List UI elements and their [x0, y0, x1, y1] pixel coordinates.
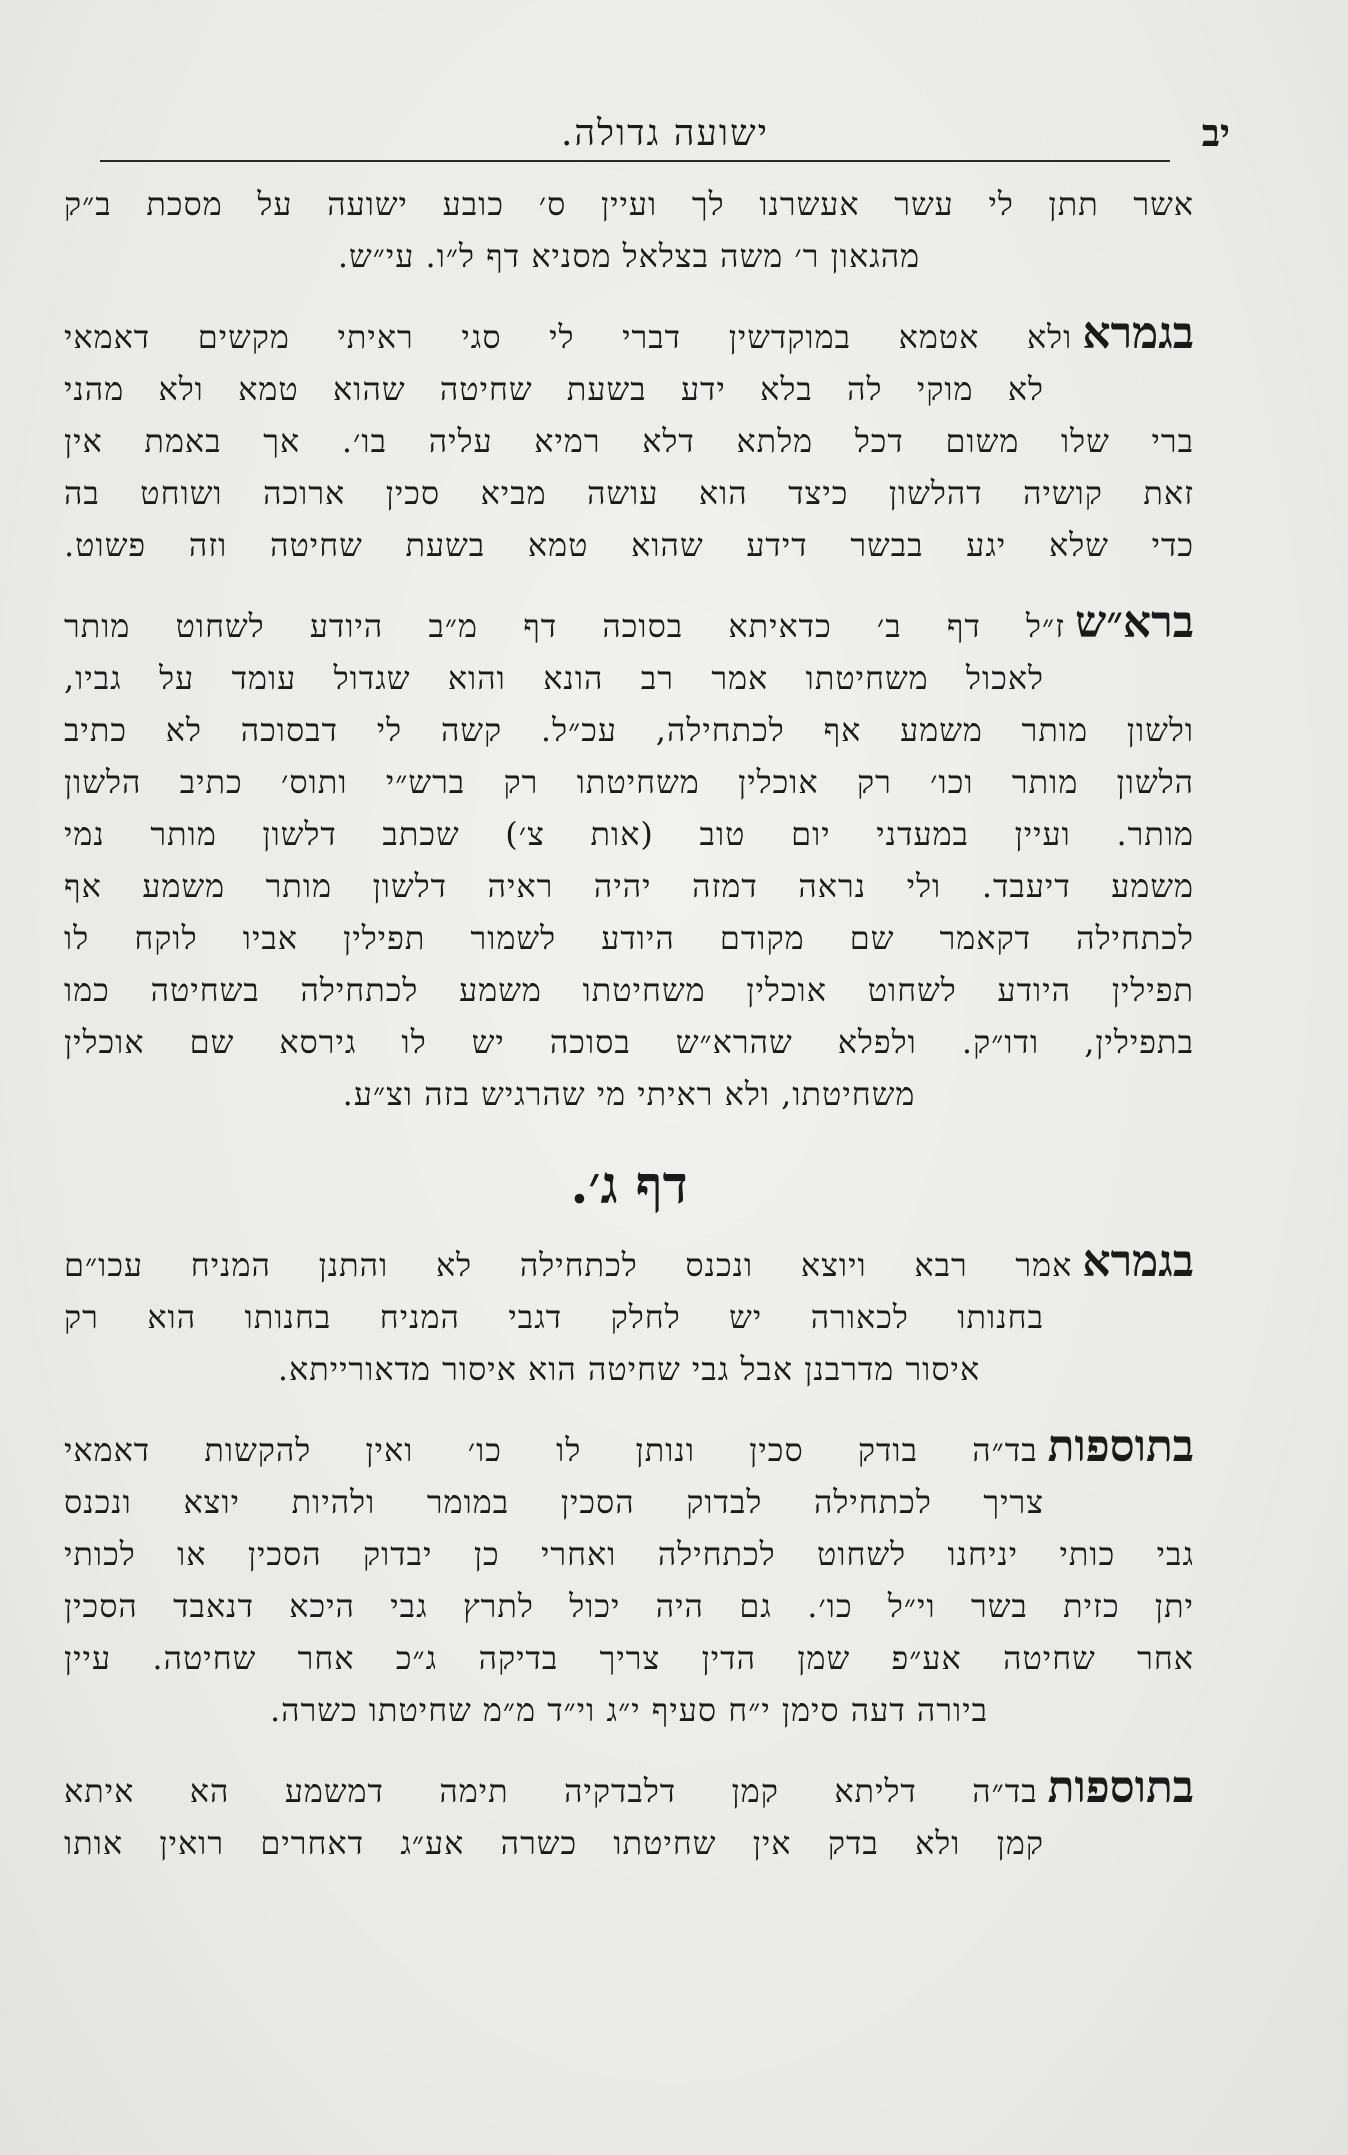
text-line: מהגאון ר׳ משה בצלאל מסניא דף ל״ו. עי״ש. — [337, 237, 921, 275]
section-title: דף ג׳. — [570, 1155, 688, 1216]
text-line: הלשון מותר וכו׳ רק אוכלין משחיטתו רק ברש״י ותוס׳ כתיב הלשון — [64, 763, 1194, 801]
lead-word: ברא״ש — [1075, 597, 1194, 648]
text-line: ברי שלו משום דכל מלתא דלא רמיא עליה בו׳. אך באמת אין — [64, 422, 1194, 460]
page-number: יב — [1201, 110, 1230, 155]
body-text — [64, 178, 1194, 1895]
text-run: ז״ל דף ב׳ כדאיתא בסוכה דף מ״ב היודע לשחוט מותר — [64, 607, 1066, 645]
text-line: תפילין היודע לשחוט אוכלין משחיטתו משמע לכתחילה בשחיטה כמו — [64, 971, 1194, 1009]
paragraph — [64, 1236, 1194, 1395]
text-line: זאת קושיה דהלשון כיצד הוא עושה מביא סכין ארוכה ושוחט בה — [64, 474, 1194, 512]
text-line: לכתחילה דקאמר שם מקודם היודע לשמור תפילין אביו לוקח לו — [64, 919, 1194, 957]
text-line: משמע דיעבד. ולי נראה דמזה יהיה ראיה דלשון מותר משמע אף — [64, 867, 1194, 905]
text-line — [64, 1421, 1194, 1476]
text-line: מותר. ועיין במעדני יום טוב (אות צ׳) שכתב דלשון מותר נמי — [64, 815, 1194, 853]
text-line: לאכול משחיטתו אמר רב הונא והוא שגדול עומד על גביו, — [64, 659, 1044, 697]
text-run: ולא אטמא במוקדשין דברי לי סגי ראיתי מקשים דאמאי — [64, 318, 1073, 356]
text-line: איסור מדרבנן אבל גבי שחיטה הוא איסור מדאורייתא. — [277, 1350, 981, 1388]
text-line: קמן ולא בדק אין שחיטתו כשרה אע״ג דאחרים רואין אותו — [64, 1824, 1045, 1862]
paragraph — [64, 178, 1194, 282]
header-rule — [100, 160, 1170, 162]
text-line: גבי כותי יניחנו לשחוט לכתחילה ואחרי כן יבדוק הסכין או לכותי — [64, 1535, 1194, 1573]
text-line: ביורה דעה סימן י״ח סעיף י״ג וי״ד מ״מ שחיטתו כשרה. — [270, 1691, 988, 1729]
text-line — [64, 597, 1194, 652]
text-line: צריך לכתחילה לבדוק הסכין במומר ולהיות יוצא ונכנס — [64, 1483, 1044, 1521]
text-line: אחר שחיטה אע״פ שמן הדין צריך בדיקה ג״כ אחר שחיטה. עיין — [64, 1639, 1194, 1677]
lead-word: בגמרא — [1082, 308, 1194, 359]
text-line: לא מוקי לה בלא ידע בשעת שחיטה שהוא טמא ולא מהני — [64, 370, 1044, 408]
text-line — [64, 308, 1194, 363]
lead-word: בתוספות — [1047, 1421, 1194, 1472]
lead-word: בגמרא — [1082, 1236, 1194, 1287]
text-line: משחיטתו, ולא ראיתי מי שהרגיש בזה וצ״ע. — [342, 1075, 916, 1113]
text-line: בתפילין, ודו״ק. ולפלא שהרא״ש בסוכה יש לו גירסא שם אוכלין — [64, 1023, 1194, 1061]
text-run: בד״ה בודק סכין ונותן לו כו׳ ואין להקשות דאמאי — [64, 1431, 1038, 1469]
text-run: בד״ה דליתא קמן דלבדקיה תימה דמשמע הא איתא — [64, 1772, 1038, 1810]
text-line: יתן כזית בשר וי״ל כו׳. גם היה יכול לתרץ גבי היכא דנאבד הסכין — [64, 1587, 1194, 1625]
text-line: ולשון מותר משמע אף לכתחילה, עכ״ל. קשה לי דבסוכה לא כתיב — [64, 711, 1194, 749]
paragraph — [64, 1421, 1194, 1736]
text-run: אמר רבא ויוצא ונכנס לכתחילה לא והתנן המניח עכו״ם — [64, 1246, 1073, 1284]
text-line: אשר תתן לי עשר אעשרנו לך ועיין ס׳ כובע ישועה על מסכת ב״ק — [64, 185, 1194, 223]
text-line — [64, 1762, 1194, 1817]
text-line: כדי שלא יגע בבשר דידע שהוא טמא בשעת שחיטה וזה פשוט. — [64, 526, 1194, 564]
paragraph — [64, 1762, 1194, 1869]
text-line — [64, 1236, 1194, 1291]
running-title: ישועה גדולה. — [560, 113, 770, 154]
text-line: בחנותו לכאורה יש לחלק דגבי המניח בחנותו הוא רק — [64, 1298, 1044, 1336]
paragraph — [64, 308, 1194, 571]
paragraph — [64, 597, 1194, 1120]
page-header — [100, 108, 1230, 168]
lead-word: בתוספות — [1047, 1762, 1194, 1813]
